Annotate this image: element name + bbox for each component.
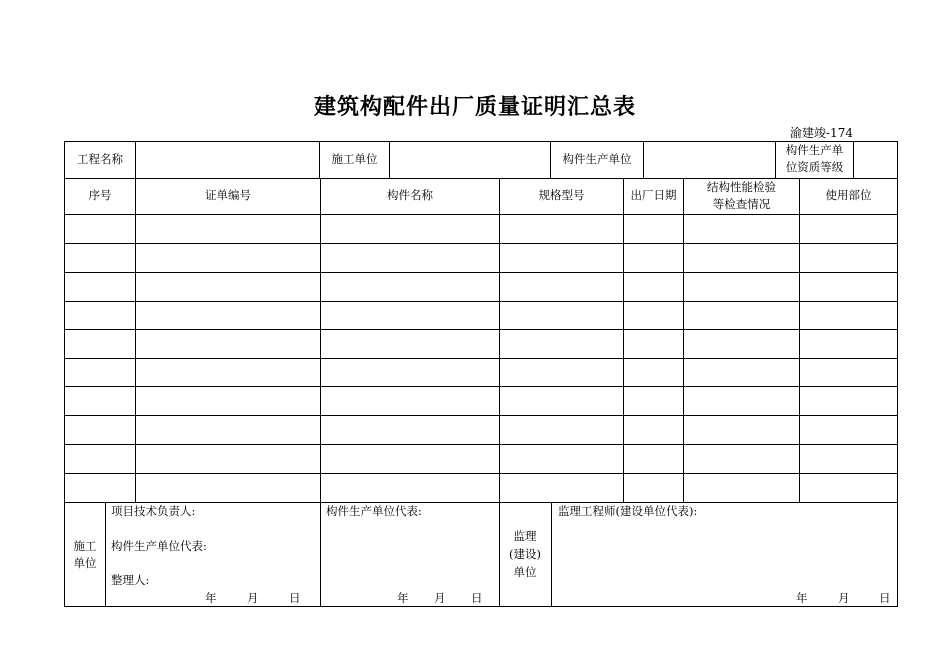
supervision-engineer-label: 监理工程师(建设单位代表):	[558, 504, 698, 518]
table-cell-seq[interactable]	[67, 245, 137, 272]
table-cell-usage-location[interactable]	[801, 475, 899, 502]
date-month-3: 月	[838, 591, 850, 605]
date-day-3: 日	[879, 591, 891, 605]
grid-line	[389, 142, 390, 178]
table-cell-seq[interactable]	[67, 303, 137, 329]
table-cell-usage-location[interactable]	[801, 417, 899, 444]
qualification-label-line1: 构件生产单	[785, 143, 844, 157]
table-cell-spec-model[interactable]	[501, 303, 625, 329]
table-cell-spec-model[interactable]	[501, 475, 625, 502]
table-cell-factory-date[interactable]	[625, 417, 685, 444]
col-header-seq: 序号	[88, 188, 112, 202]
table-cell-perf-check[interactable]	[685, 417, 801, 444]
table-cell-component-name[interactable]	[322, 446, 501, 473]
table-cell-cert-no[interactable]	[137, 245, 322, 272]
table-cell-perf-check[interactable]	[685, 216, 801, 243]
date-day-2: 日	[471, 591, 483, 605]
table-cell-cert-no[interactable]	[137, 388, 322, 415]
table-cell-cert-no[interactable]	[137, 303, 322, 329]
table-cell-perf-check[interactable]	[685, 331, 801, 358]
grid-line	[65, 214, 897, 215]
table-cell-seq[interactable]	[67, 417, 137, 444]
col-header-component-name: 构件名称	[387, 188, 433, 202]
table-cell-spec-model[interactable]	[501, 274, 625, 301]
grid-line	[65, 329, 897, 330]
col-header-perf-check-line2: 等检查情况	[712, 197, 771, 211]
table-cell-perf-check[interactable]	[685, 446, 801, 473]
table-cell-usage-location[interactable]	[801, 446, 899, 473]
table-cell-perf-check[interactable]	[685, 245, 801, 272]
col-header-cert-no: 证单编号	[205, 188, 251, 202]
table-cell-seq[interactable]	[67, 475, 137, 502]
date-month-2: 月	[434, 591, 446, 605]
grid-line	[320, 502, 321, 606]
grid-line	[853, 142, 854, 178]
date-month-1: 月	[247, 591, 259, 605]
col-header-factory-date: 出厂日期	[630, 188, 677, 202]
table-cell-usage-location[interactable]	[801, 245, 899, 272]
compiler-label: 整理人:	[111, 573, 150, 587]
table-cell-usage-location[interactable]	[801, 360, 899, 386]
table-cell-component-name[interactable]	[322, 388, 501, 415]
table-cell-cert-no[interactable]	[137, 331, 322, 358]
date-year-3: 年	[796, 591, 808, 605]
table-cell-component-name[interactable]	[322, 331, 501, 358]
grid-line	[65, 473, 897, 474]
manufacturer-label: 构件生产单位	[562, 152, 632, 166]
construction-unit-sign-line1: 施工	[73, 539, 97, 553]
project-tech-lead-label: 项目技术负责人:	[111, 504, 196, 518]
manufacturer-rep-label: 构件生产单位代表:	[326, 504, 422, 518]
table-cell-factory-date[interactable]	[625, 303, 685, 329]
table-cell-component-name[interactable]	[322, 475, 501, 502]
table-cell-spec-model[interactable]	[501, 446, 625, 473]
table-cell-usage-location[interactable]	[801, 331, 899, 358]
table-cell-seq[interactable]	[67, 216, 137, 243]
table-cell-cert-no[interactable]	[137, 417, 322, 444]
grid-line	[551, 502, 552, 606]
table-cell-spec-model[interactable]	[501, 417, 625, 444]
form-code: 渝建竣-174	[790, 126, 853, 140]
table-cell-cert-no[interactable]	[137, 216, 322, 243]
table-cell-factory-date[interactable]	[625, 216, 685, 243]
table-cell-factory-date[interactable]	[625, 331, 685, 358]
table-cell-cert-no[interactable]	[137, 360, 322, 386]
table-cell-usage-location[interactable]	[801, 216, 899, 243]
table-cell-perf-check[interactable]	[685, 360, 801, 386]
table-cell-seq[interactable]	[67, 446, 137, 473]
col-header-perf-check-line1: 结构性能检验	[707, 180, 776, 194]
manufacturer-rep-inner-label: 构件生产单位代表:	[111, 539, 207, 553]
table-cell-usage-location[interactable]	[801, 303, 899, 329]
table-cell-perf-check[interactable]	[685, 388, 801, 415]
grid-line	[65, 444, 897, 445]
table-cell-seq[interactable]	[67, 331, 137, 358]
table-cell-cert-no[interactable]	[137, 446, 322, 473]
grid-line	[65, 301, 897, 302]
grid-line	[65, 243, 897, 244]
col-header-usage-location: 使用部位	[825, 188, 872, 202]
qualification-field[interactable]	[855, 144, 899, 178]
grid-line	[105, 502, 106, 606]
table-cell-cert-no[interactable]	[137, 475, 322, 502]
project-name-label: 工程名称	[77, 152, 123, 166]
table-cell-factory-date[interactable]	[625, 475, 685, 502]
table-cell-factory-date[interactable]	[625, 360, 685, 386]
date-year-2: 年	[397, 591, 409, 605]
grid-line	[65, 272, 897, 273]
table-cell-component-name[interactable]	[322, 245, 501, 272]
table-cell-usage-location[interactable]	[801, 274, 899, 301]
supervision-label-line2: (建设)	[509, 547, 541, 561]
grid-line	[65, 386, 897, 387]
construction-unit-label: 施工单位	[331, 152, 378, 166]
table-cell-spec-model[interactable]	[501, 216, 625, 243]
summary-table	[64, 141, 898, 607]
grid-line	[65, 415, 897, 416]
date-year-1: 年	[205, 591, 217, 605]
table-cell-seq[interactable]	[67, 360, 137, 386]
supervision-label-line1: 监理	[513, 529, 537, 543]
table-cell-seq[interactable]	[67, 274, 137, 301]
table-cell-component-name[interactable]	[322, 303, 501, 329]
table-cell-cert-no[interactable]	[137, 274, 322, 301]
table-cell-perf-check[interactable]	[685, 303, 801, 329]
col-header-spec-model: 规格型号	[538, 188, 585, 202]
supervision-label-line3: 单位	[513, 565, 537, 579]
table-cell-component-name[interactable]	[322, 360, 501, 386]
manufacturer-field[interactable]	[645, 144, 777, 178]
grid-line	[643, 142, 644, 178]
table-cell-factory-date[interactable]	[625, 446, 685, 473]
project-name-field[interactable]	[137, 144, 321, 178]
table-cell-component-name[interactable]	[322, 274, 501, 301]
table-cell-spec-model[interactable]	[501, 331, 625, 358]
table-cell-spec-model[interactable]	[501, 388, 625, 415]
qualification-label-line2: 位资质等级	[785, 160, 844, 174]
table-cell-spec-model[interactable]	[501, 245, 625, 272]
form-title: 建筑构配件出厂质量证明汇总表	[313, 95, 636, 120]
table-cell-usage-location[interactable]	[801, 388, 899, 415]
construction-unit-sign-line2: 单位	[73, 556, 97, 570]
table-cell-seq[interactable]	[67, 388, 137, 415]
table-cell-component-name[interactable]	[322, 216, 501, 243]
table-cell-perf-check[interactable]	[685, 475, 801, 502]
table-cell-perf-check[interactable]	[685, 274, 801, 301]
table-cell-factory-date[interactable]	[625, 245, 685, 272]
date-day-1: 日	[289, 591, 301, 605]
grid-line	[65, 358, 897, 359]
grid-line	[135, 142, 136, 178]
table-cell-factory-date[interactable]	[625, 274, 685, 301]
table-cell-component-name[interactable]	[322, 417, 501, 444]
construction-unit-field[interactable]	[391, 144, 552, 178]
table-cell-factory-date[interactable]	[625, 388, 685, 415]
table-cell-spec-model[interactable]	[501, 360, 625, 386]
